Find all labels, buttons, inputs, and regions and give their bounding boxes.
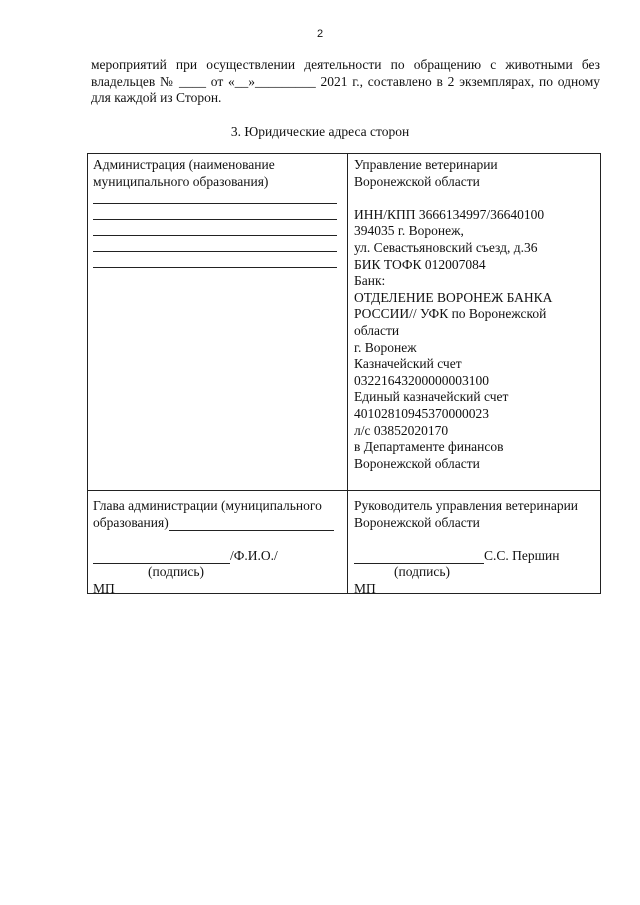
admin-head-title-line-2: образования) [93,514,169,530]
vet-personal-account: л/с 03852020170 [354,422,449,438]
intro-line-3: для каждой из Сторон. [91,90,222,105]
vet-bik: БИК ТОФК 012007084 [354,256,486,272]
vet-signature-blank[interactable] [354,550,484,564]
vet-bank-city: г. Воронеж [354,339,417,355]
admin-signature-blank[interactable] [93,550,230,564]
vet-head-title-line-2: Воронежской области [354,514,480,530]
administration-fill-line-5[interactable] [93,267,337,268]
vet-treasury-account: 03221643200000003100 [354,372,489,388]
vet-gap [354,531,594,548]
vet-inn-kpp: ИНН/КПП 3666134997/36640100 [354,206,545,222]
vet-head-title-line-1: Руководитель управления ветеринарии [354,498,579,513]
vet-unified-label: Единый казначейский счет [354,389,509,405]
admin-head-title-line-1: Глава администрации (муниципального [93,498,322,513]
administration-fill-line-3[interactable] [93,235,337,236]
intro-paragraph [91,57,600,107]
vet-bank-line-1: ОТДЕЛЕНИЕ ВОРОНЕЖ БАНКА [354,289,553,305]
veterinary-department-cell [354,157,594,472]
vet-stamp-label: МП [354,580,376,596]
administration-fill-line-2[interactable] [93,219,337,220]
veterinary-signature-cell [354,498,594,598]
administration-cell [93,157,338,190]
administration-label-line-2: муниципального образования) [93,173,269,189]
administration-label-line-1: Администрация (наименование [93,157,275,172]
admin-gap [93,531,341,548]
admin-fio-label: /Ф.И.О./ [230,547,278,563]
admin-signature-row [93,548,341,565]
admin-stamp-label: МП [93,580,115,596]
table-row-divider [88,490,600,491]
vet-signature-hint: (подпись) [394,564,451,580]
administration-signature-cell [93,498,341,598]
vet-line-2: Воронежской области [354,173,480,189]
admin-name-blank[interactable] [169,517,334,531]
vet-bank-line-2: РОССИИ// УФК по Воронежской [354,306,547,322]
vet-line-gap [354,190,594,207]
vet-address-city: 394035 г. Воронеж, [354,223,464,239]
intro-line-2: владельцев № ____ от «__»_________ 2021 г., составлено в 2 экземплярах, по одному [91,73,600,89]
intro-line-1: мероприятий при осуществлении деятельности по обращению с животными без [91,57,600,72]
vet-bank-label: Банк: [354,273,386,289]
vet-head-name: С.С. Першин [484,547,560,563]
vet-unified-account: 40102810945370000023 [354,405,489,421]
addresses-table [87,153,601,594]
administration-fill-line-4[interactable] [93,251,337,252]
vet-finance-dept-line-1: в Департаменте финансов [354,439,504,455]
vet-signature-row [354,548,594,565]
vet-treasury-label: Казначейский счет [354,356,462,372]
page-number: 2 [316,28,324,40]
admin-head-title-row-2 [93,515,341,532]
section-title: 3. Юридические адреса сторон [230,124,410,139]
vet-line-1: Управление ветеринарии [354,157,498,172]
vet-bank-line-3: области [354,322,400,338]
vet-finance-dept-line-2: Воронежской области [354,455,480,471]
admin-signature-hint: (подпись) [148,564,205,580]
vet-address-street: ул. Севастьяновский съезд, д.36 [354,239,538,255]
table-column-divider [347,154,348,593]
administration-fill-line-1[interactable] [93,203,337,204]
